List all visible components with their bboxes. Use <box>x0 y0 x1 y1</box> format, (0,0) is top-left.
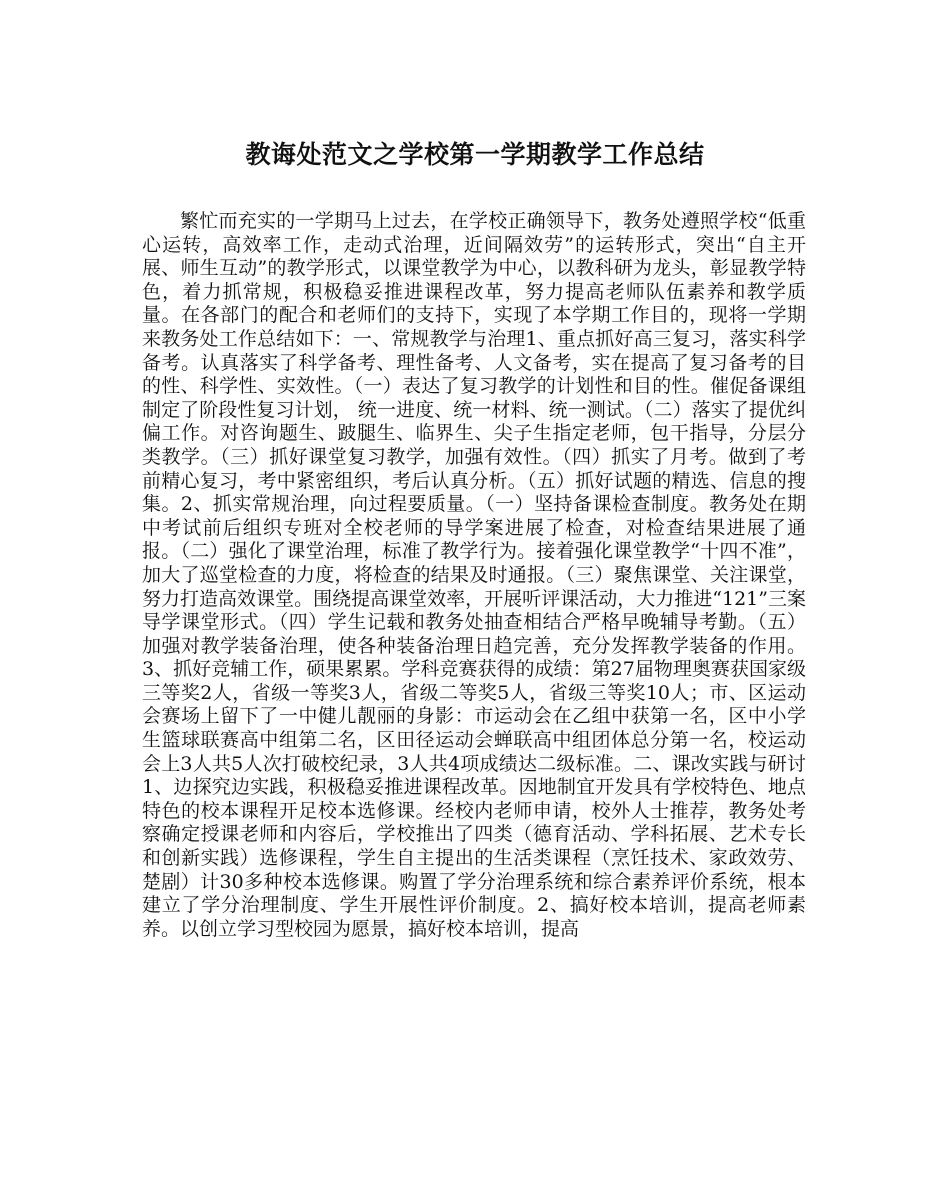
document-body-paragraph: 繁忙而充实的一学期马上过去，在学校正确领导下，教务处遵照学校“低重心运转，高效率工作，走动式治理，近间隔效劳”的运转形式，突出“自主开展、师生互动”的教学形式，以课堂教学为中心，以教科研为龙头，彰显教学特色，着力抓常规，积极稳妥推进课程改革，努力提高老师队伍素养和教学质量。在各部门的配合和老师们的支持下，实现了本学期工作目的，现将一学期来教务处工作总结如下：一、常规教学与治理1、重点抓好高三复习，落实科学备考。认真落实了科学备考、理性备考、人文备考，实在提高了复习备考的目的性、科学性、实效性。（一）表达了复习教学的计划性和目的性。催促备课组制定了阶段性复习计划， 统一进度、统一材料、统一测试。（二）落实了提优纠偏工作。对咨询题生、跛腿生、临界生、尖子生指定老师，包干指导，分层分类教学。（三）抓好课堂复习教学，加强有效性。（四）抓实了月考。做到了考前精心复习，考中紧密组织，考后认真分析。（五）抓好试题的精选、信息的搜集。2、抓实常规治理，向过程要质量。（一）坚持备课检查制度。教务处在期中考试前后组织专班对全校老师的导学案进展了检查，对检查结果进展了通报。（二）强化了课堂治理，标准了教学行为。接着强化课堂教学“十四不准”，加大了巡堂检查的力度，将检查的结果及时通报。（三）聚焦课堂、关注课堂，努力打造高效课堂。围绕提高课堂效率，开展听评课活动，大力推进“121”三案导学课堂形式。（四）学生记载和教务处抽查相结合严格早晚辅导考勤。（五）加强对教学装备治理，使各种装备治理日趋完善，充分发挥教学装备的作用。3、抓好竞辅工作，硕果累累。学科竞赛获得的成绩：第27届物理奥赛获国家级三等奖2人，省级一等奖3人，省级二等奖5人，省级三等奖10人；市、区运动会赛场上留下了一中健儿靓丽的身影：市运动会在乙组中获第一名，区中小学生篮球联赛高中组第二名，区田径运动会蝉联高中组团体总分第一名，校运动会上3人共5人次打破校纪录，3人共4项成绩达二级标准。二、课改实践与研讨1、边探究边实践，积极稳妥推进课程改革。因地制宜开发具有学校特色、地点特色的校本课程开足校本选修课。经校内老师申请，校外人士推荐，教务处考察确定授课老师和内容后，学校推出了四类（德育活动、学科拓展、艺术专长和创新实践）选修课程，学生自主提出的生活类课程（烹饪技术、家政效劳、楚剧）计30多种校本选修课。购置了学分治理系统和综合素养评价系统，根本建立了学分治理制度、学生开展性评价制度。2、搞好校本培训，提高老师素养。以创立学习型校园为愿景，搞好校本培训，提高 <box>142 210 806 940</box>
document-title: 教诲处范文之学校第一学期教学工作总结 <box>245 140 705 169</box>
